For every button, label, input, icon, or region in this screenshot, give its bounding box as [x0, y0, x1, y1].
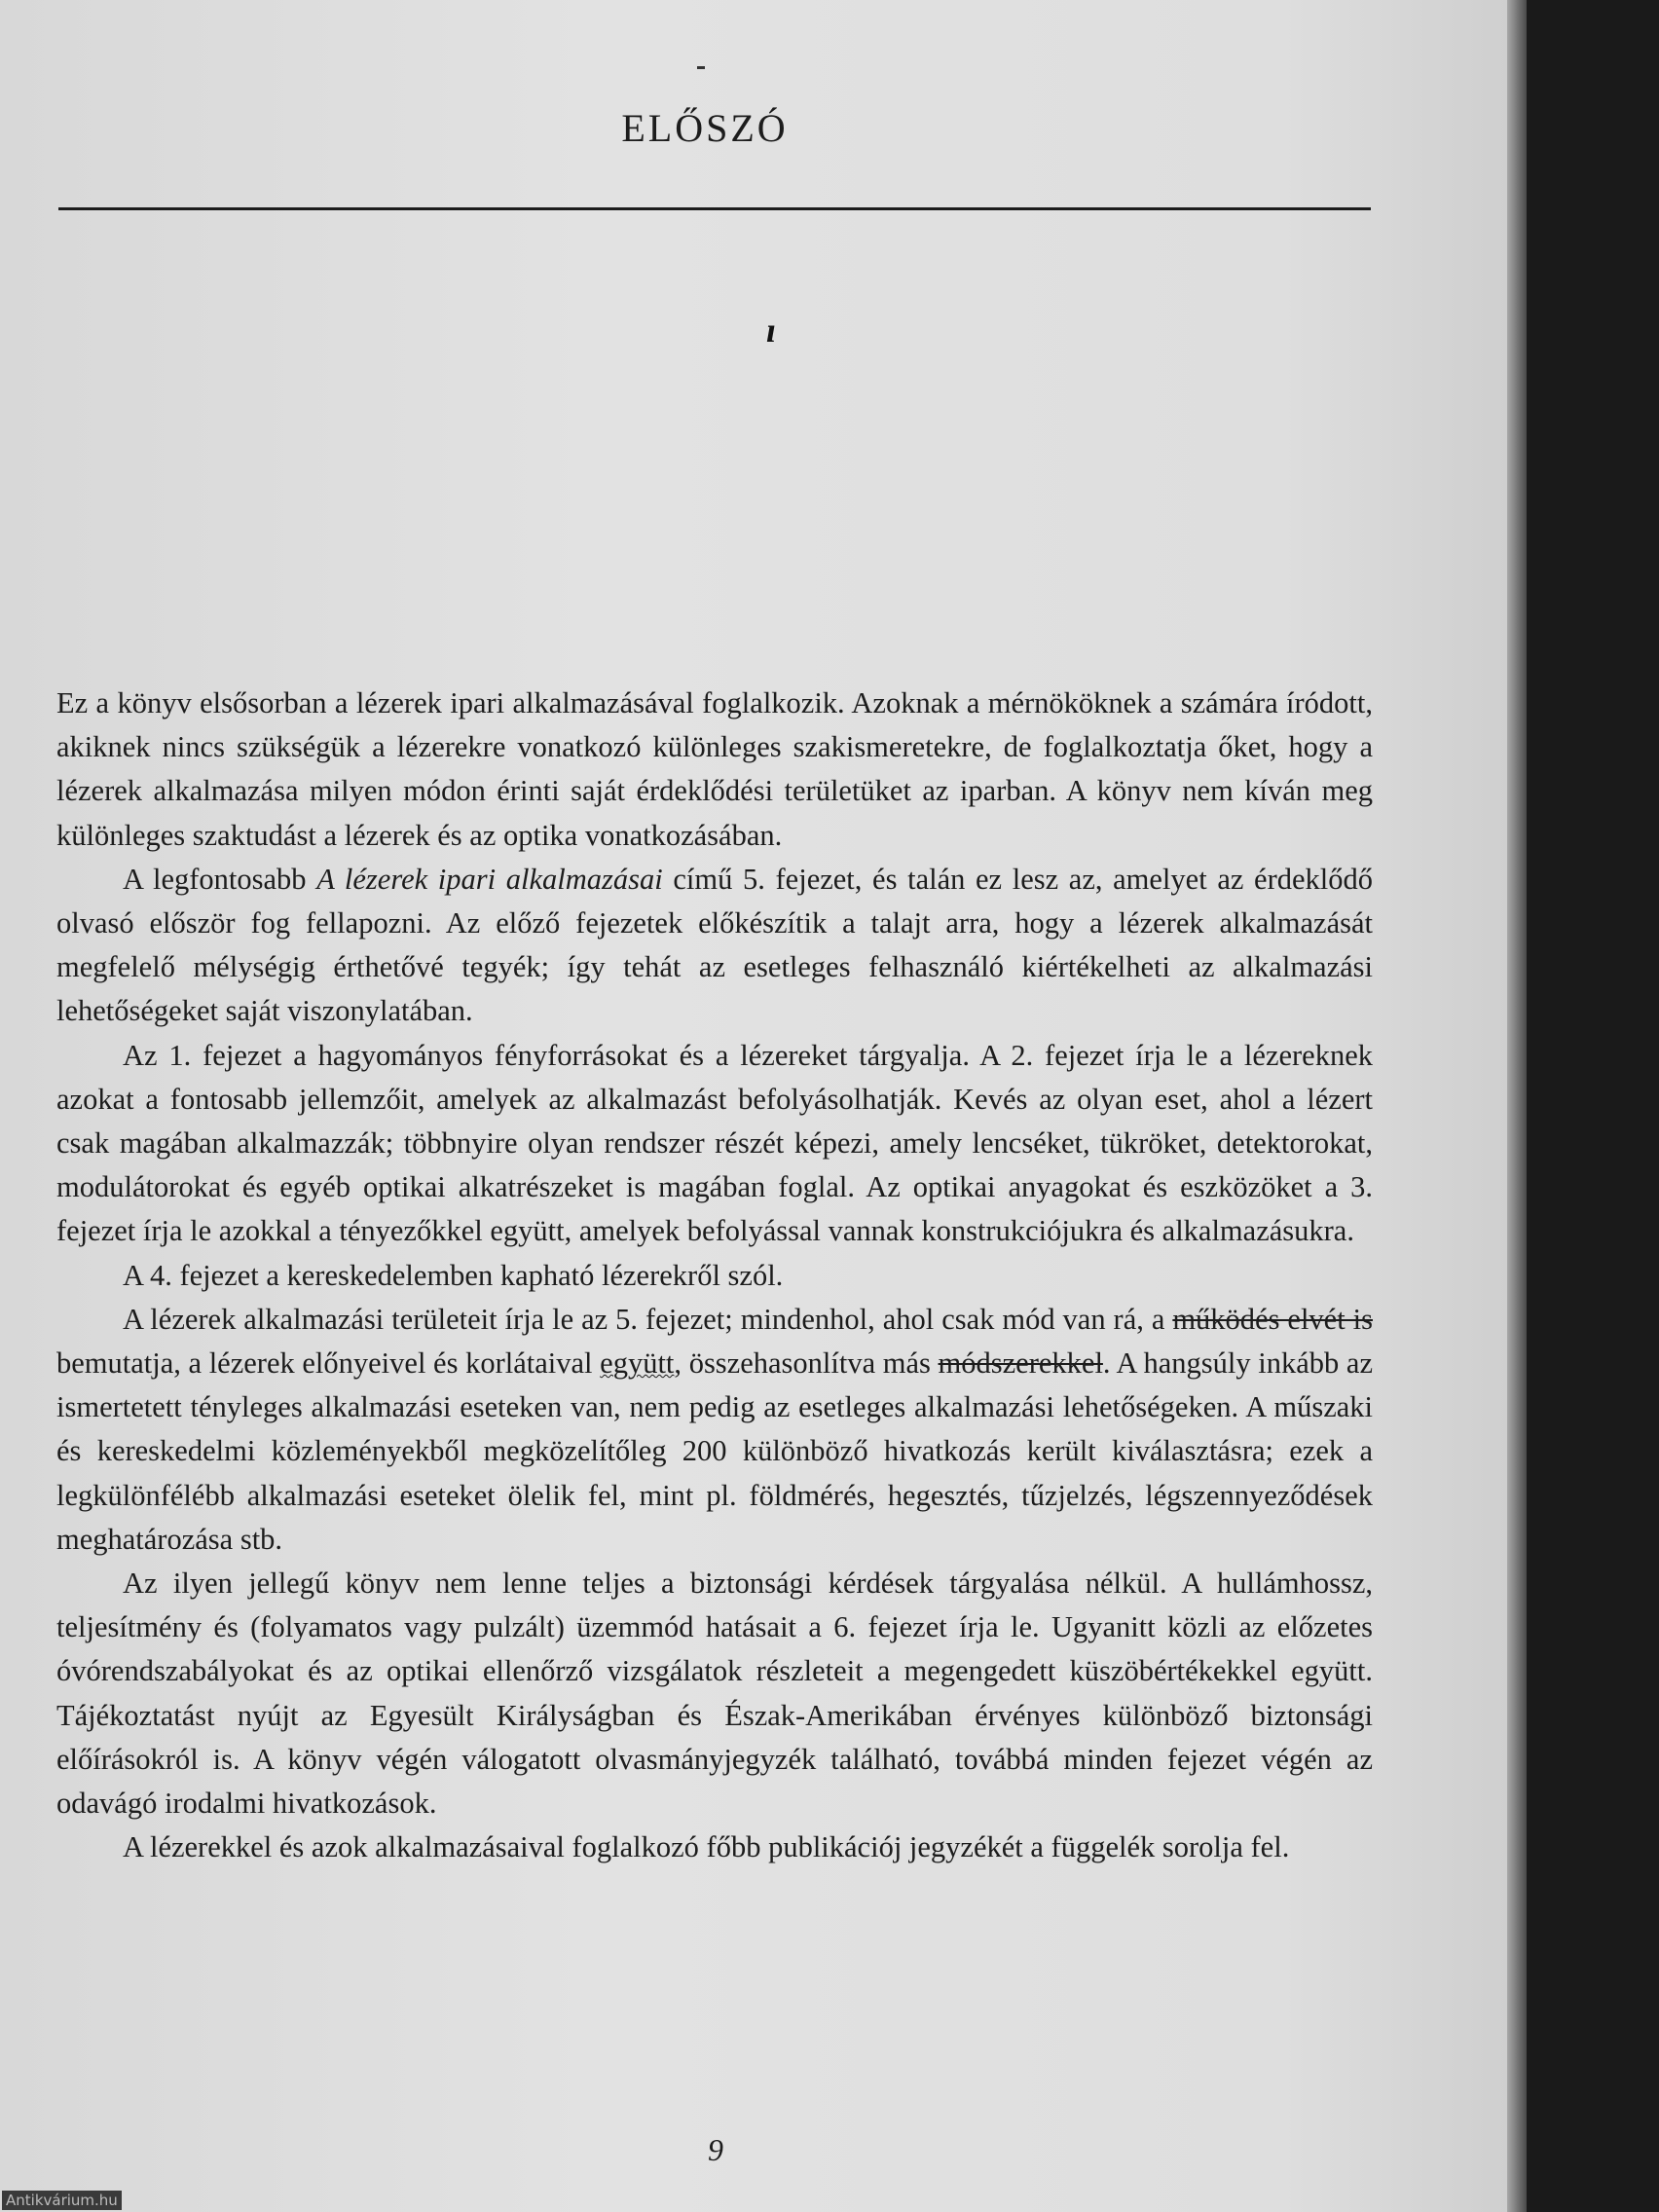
page-number: 9	[708, 2132, 723, 2167]
paragraph-7	[56, 1825, 1373, 1869]
page-edge-shadow	[1507, 0, 1527, 2212]
paragraph-5	[56, 1298, 1373, 1562]
paragraph-text: bemutatja, a lézerek előnyeivel és korlátaival	[56, 1346, 601, 1381]
paragraph-6	[56, 1562, 1373, 1825]
paragraph-text: Az 1. fejezet a hagyományos fényforrásokat és a lézereket tárgyalja. A 2. fejezet írja le a lézereknek azokat a fontosabb jellemzőit, amelyek az alkalmazást befolyásolhatják. Kevés az olyan eset, ahol a lézert csak magában alkalmazzák; többnyire olyan rendszer részét képezi, amely lencséket, tükröket, detektorokat, modulátorokat és egyéb optikai alkatrészeket is magában foglal. Az optikai anyagokat és eszközöket a 3. fejezet írja le azokkal a tényezőkkel együtt, amelyek befolyással vannak konstrukciójukra és alkalmazásukra.	[56, 1038, 1373, 1248]
paragraph-text: A legfontosabb	[123, 862, 317, 896]
paragraph-text: Az ilyen jellegű könyv nem lenne teljes a biztonsági kérdések tárgyalása nélkül. A hullámhossz, teljesítmény és (folyamatos vagy pulzált) üzemmód hatásait a 6. fejezet írja le. Ugyanitt közli az előzetes óvórendszabályokat és az optikai ellenőrző vizsgálatok részleteit a megengedett küszöbértékekkel együtt. Tájékoztatást nyújt az Egyesült Királyságban és Észak-Amerikában érvényes különböző biztonsági előírásokról is. A könyv végén válogatott olvasmányjegyzék található, továbbá minden fejezet végén az odavágó irodalmi hivatkozások.	[56, 1567, 1373, 1821]
paragraph-text: A lézerek alkalmazási területeit írja le az 5. fejezet; mindenhol, ahol csak mód van rá, a	[123, 1302, 1173, 1336]
title-divider	[58, 207, 1371, 210]
paragraph-text: A 4. fejezet a kereskedelemben kapható lézerekről szól.	[123, 1258, 784, 1292]
struck-through-text: működés elvét is	[1172, 1302, 1373, 1336]
paragraph-text: A lézerekkel és azok alkalmazásaival foglalkozó főbb publikációj jegyzékét a függelék sorolja fel.	[123, 1830, 1290, 1864]
body-text	[56, 682, 1373, 1869]
page-title: ELŐSZÓ	[621, 106, 789, 150]
struck-through-text: módszerekkel	[938, 1346, 1103, 1381]
paragraph-text: című 5. fejezet, és talán ez lesz az, amelyet az érdeklődő olvasó először fog fellapozni. Az előző fejezetek előkészítik a talajt arra, hogy a lézerek alkalmazását megfelelő mélységig érthetővé tegyék; így tehát az esetleges felhasználó kiértékelheti az alkalmazási lehetőségeket saját viszonylatában.	[56, 862, 1373, 1028]
chapter-title-reference: A lézerek ipari alkalmazásai	[316, 862, 663, 896]
paragraph-text: Ez a könyv elsősorban a lézerek ipari alkalmazásával foglalkozik. Azoknak a mérnököknek a számára íródott, akiknek nincs szükségük a lézerekre vonatkozó különleges szakismeretekre, de foglalkoztatja őket, hogy a lézerek alkalmazása milyen módon érinti saját érdeklődési területüket az iparban. A könyv nem kíván meg különleges szaktudást a lézerek és az optika vonatkozásában.	[56, 686, 1373, 852]
paragraph-3	[56, 1034, 1373, 1254]
underlined-text: együtt	[600, 1346, 675, 1381]
margin-mark: ı	[766, 311, 777, 350]
paragraph-1	[56, 682, 1373, 858]
paragraph-text: , összehasonlítva más	[674, 1346, 939, 1381]
ink-speck	[697, 66, 705, 69]
paragraph-4	[56, 1254, 1373, 1298]
watermark: Antikvárium.hu	[2, 2191, 122, 2210]
paragraph-2	[56, 858, 1373, 1034]
paragraph-text: . A hangsúly inkább az ismertetett tényleges alkalmazási eseteken van, nem pedig az esetleges alkalmazási lehetőségeken. A műszaki és kereskedelmi közleményekből megközelítőleg 200 különböző hivatkozás került kiválasztásra; ezek a legkülönfélébb alkalmazási eseteket ölelik fel, mint pl. földmérés, hegesztés, tűzjelzés, légszennyeződések meghatározása stb.	[56, 1346, 1373, 1556]
